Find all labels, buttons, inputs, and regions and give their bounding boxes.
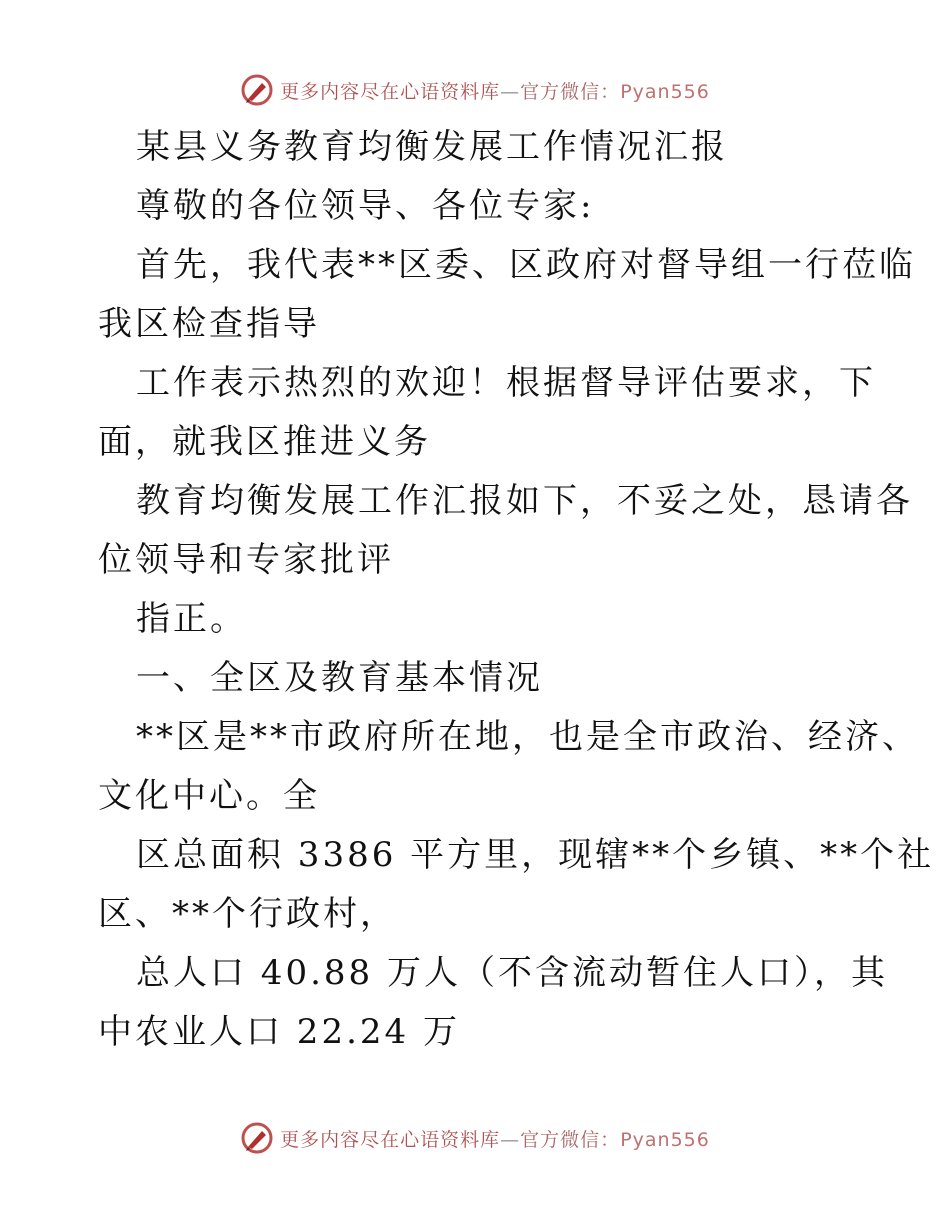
watermark-label: 官方微信： <box>520 1128 621 1151</box>
watermark-separator: — <box>500 1128 521 1151</box>
header-watermark <box>0 70 950 110</box>
document-body <box>98 118 935 1062</box>
watermark-brand: 更多内容尽在心语资料库 <box>280 80 501 103</box>
doc-line: 指正。 <box>136 599 247 639</box>
watermark-label: 官方微信： <box>520 80 621 103</box>
watermark-wechat-id: Pyan556 <box>620 1128 710 1151</box>
doc-line: 中农业人口 22.24 万 <box>98 1012 460 1052</box>
doc-line: 区、**个行政村， <box>98 894 397 934</box>
doc-line: 尊敬的各位领导、各位专家: <box>136 186 595 226</box>
doc-line: 总人口 40.88 万人（不含流动暂住人口），其 <box>136 953 888 993</box>
watermark-text <box>280 1125 710 1152</box>
doc-line: 首先，我代表**区委、区政府对督导组一行莅临 <box>136 245 916 285</box>
doc-line: 某县义务教育均衡发展工作情况汇报 <box>136 127 728 167</box>
doc-line: 区总面积 3386 平方里，现辖**个乡镇、**个社 <box>136 835 935 875</box>
doc-line: 位领导和专家批评 <box>98 540 394 580</box>
doc-line: 我区检查指导 <box>98 304 320 344</box>
doc-line: 文化中心。全 <box>98 776 320 816</box>
pen-logo-icon <box>240 1121 274 1155</box>
doc-line: 一、全区及教育基本情况 <box>136 658 543 698</box>
doc-line: **区是**市政府所在地，也是全市政治、经济、 <box>136 717 919 757</box>
pen-logo-icon <box>240 73 274 107</box>
watermark-separator: — <box>500 80 521 103</box>
doc-line: 工作表示热烈的欢迎！根据督导评估要求，下 <box>136 363 876 403</box>
doc-line: 面，就我区推进义务 <box>98 422 431 462</box>
watermark-brand: 更多内容尽在心语资料库 <box>280 1128 501 1151</box>
footer-watermark <box>0 1118 950 1158</box>
watermark-text <box>280 77 710 104</box>
doc-line: 教育均衡发展工作汇报如下，不妥之处，恳请各 <box>136 481 913 521</box>
watermark-wechat-id: Pyan556 <box>620 80 710 103</box>
